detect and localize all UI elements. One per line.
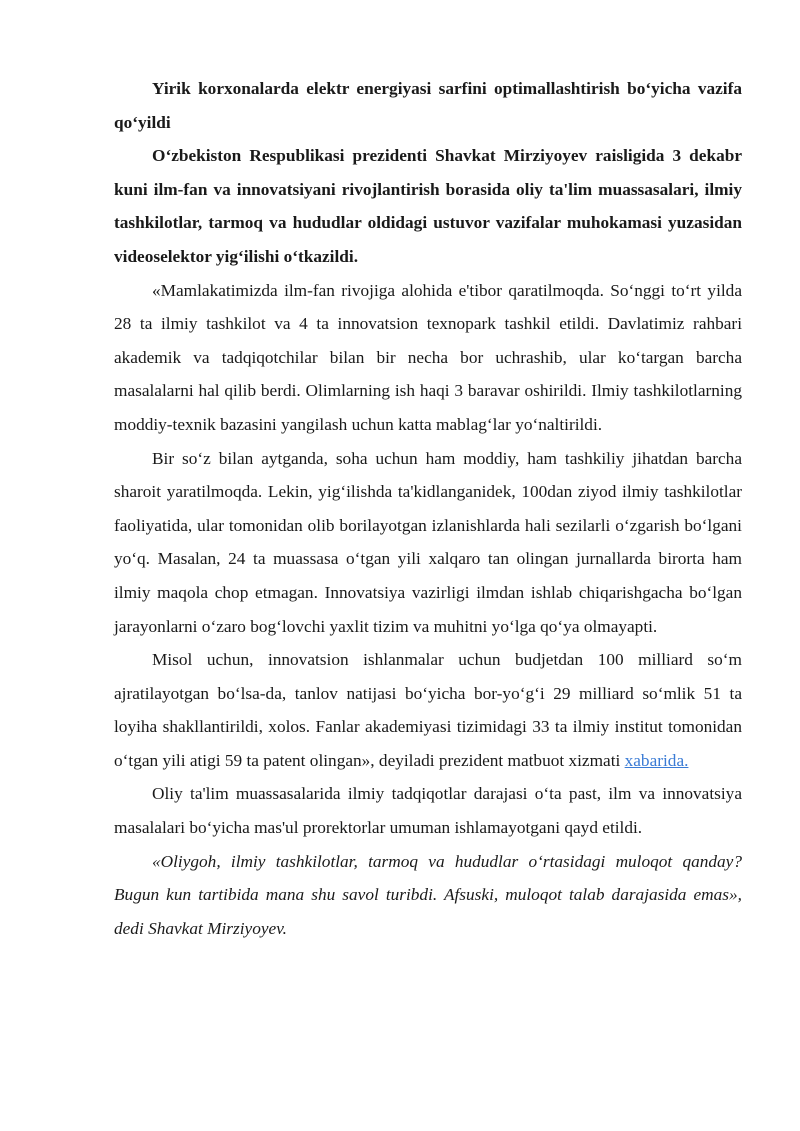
paragraph-3 (114, 643, 742, 777)
document-page (114, 72, 742, 945)
article-title: Yirik korxonalarda elektr energiyasi sarfini optimallashtirish bo‘yicha vazifa qo‘yildi (114, 79, 742, 132)
quote-paragraph: «Oliygoh, ilmiy tashkilotlar, tarmoq va hududlar o‘rtasidagi muloqot qanday? Bugun kun tartibida mana shu savol turibdi. Afsuski, muloqot talab darajasida emas», dedi Shavkat Mirziyoyev. (114, 851, 742, 938)
source-link[interactable]: xabarida. (624, 750, 689, 770)
paragraph-1: «Mamlakatimizda ilm-fan rivojiga alohida e'tibor qaratilmoqda. So‘nggi to‘rt yilda 28 ta ilmiy tashkilot va 4 ta innovatsion texnopark tashkil etildi. Davlatimiz rahbari akademik va tadqiqotchilar bilan bir necha bor uchrashib, ular ko‘targan barcha masalalarni hal qilib berdi. Olimlarning ish haqi 3 baravar oshirildi. Ilmiy tashkilotlarning moddiy-texnik bazasini yangilash uchun katta mablag‘lar yo‘naltirildi. (114, 280, 742, 434)
paragraph-2: Bir so‘z bilan aytganda, soha uchun ham moddiy, ham tashkiliy jihatdan barcha sharoit yaratilmoqda. Lekin, yig‘ilishda ta'kidlanganidek, 100dan ziyod ilmiy tashkilotlar faoliyatida, ular tomonidan olib borilayotgan izlanishlarda hali sezilarli o‘zgarish bo‘lgani yo‘q. Masalan, 24 ta muassasa o‘tgan yili xalqaro tan olingan jurnallarda birorta ham ilmiy maqola chop etmagan. Innovatsiya vazirligi ilmdan ishlab chiqarishgacha bo‘lgan jarayonlarni o‘zaro bog‘lovchi yaxlit tizim va muhitni yo‘lga qo‘ya olmayapti. (114, 448, 742, 636)
article-lead: O‘zbekiston Respublikasi prezidenti Shavkat Mirziyoyev raisligida 3 dekabr kuni ilm-fan va innovatsiyani rivojlantirish borasida oliy ta'lim muassasalari, ilmiy tashkilotlar, tarmoq va hududlar oldidagi ustuvor vazifalar muhokamasi yuzasidan videoselektor yig‘ilishi o‘tkazildi. (114, 146, 742, 266)
paragraph-3-text: Misol uchun, innovatsion ishlanmalar uchun budjetdan 100 milliard so‘m ajratilayotgan bo‘lsa-da, tanlov natijasi bo‘yicha bor-yo‘g‘i 29 milliard so‘mlik 51 ta loyiha shakllantirildi, xolos. Fanlar akademiyasi tizimidagi 33 ta ilmiy institut tomonidan o‘tgan yili atigi 59 ta patent olingan», deyiladi prezident matbuot xizmati (114, 650, 742, 770)
paragraph-4: Oliy ta'lim muassasalarida ilmiy tadqiqotlar darajasi o‘ta past, ilm va innovatsiya masalalari bo‘yicha mas'ul prorektorlar umuman ishlamayotgani qayd etildi. (114, 784, 742, 838)
